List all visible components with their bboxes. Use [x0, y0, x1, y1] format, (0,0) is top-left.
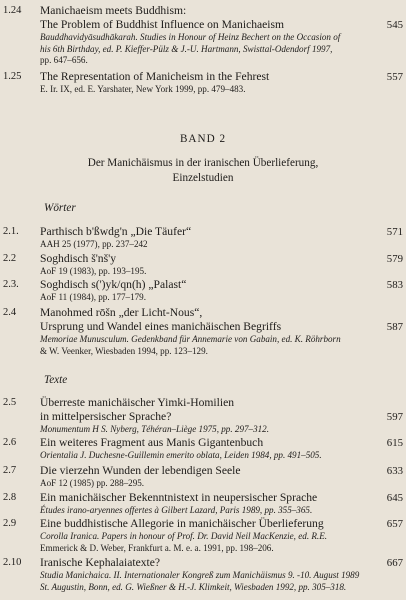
volume-heading: BAND 2: [179, 133, 227, 145]
entry-body: [40, 491, 368, 517]
entry-citation: Memoriae Munusculum. Gedenkband für Annemarie von Gabain, ed. K. Röhrborn: [40, 334, 341, 344]
entry-citation: his 6th Birthday, ed. P. Kieffer-Pülz & J.-U. Hartmann, Swisttal-Odendorf 1997,: [40, 43, 333, 54]
entry-body: [40, 306, 368, 357]
entry-title: Ein manichäischer Bekenntnistext in neupersischer Sprache: [40, 491, 318, 504]
entry-page: 583: [386, 279, 403, 291]
entry-citation: Studia Manichaica. II. Internationaler Kongreß zum Manichäismus 9. -10. August 1989: [40, 570, 360, 580]
volume-subtitle: Einzelstudien: [172, 172, 234, 184]
entry-body: [40, 517, 368, 554]
entry-title: Die vierzehn Wunden der lebendigen Seele: [40, 464, 241, 477]
entry-title: Überreste manichäischer Yimki-Homilien: [40, 396, 235, 409]
entry-body: [40, 225, 368, 251]
entry-number: 2.7: [3, 465, 17, 476]
entry-citation: & W. Veenker, Wiesbaden 1994, pp. 123–129.: [40, 345, 208, 356]
entry-title: in mittelpersischer Sprache?: [40, 410, 172, 423]
section-heading-woerter: Wörter: [44, 202, 76, 214]
entry-title: Soghdisch š'nš'y: [40, 252, 117, 265]
entry-citation: St. Augustin, Bonn, ed. G. Wießner & H.-J. Klimkeit, Wiesbaden 1992, pp. 305–318.: [40, 581, 347, 592]
section-heading-texte: Texte: [44, 374, 68, 386]
entry-citation: Emmerick & D. Weber, Frankfurt a. M. e. a. 1991, pp. 198–206.: [40, 542, 274, 553]
entry-citation: Orientalia J. Duchesne-Guillemin emerito oblata, Leiden 1984, pp. 491–505.: [40, 450, 322, 460]
entry-number: 2.4: [3, 307, 17, 318]
entry-body: [40, 436, 368, 462]
entry-number: 2.3.: [3, 279, 19, 290]
entry-page: 571: [386, 226, 403, 238]
entry-citation: AoF 19 (1983), pp. 193–195.: [40, 266, 147, 276]
entry-number: 1.25: [3, 71, 22, 82]
entry-title: The Problem of Buddhist Influence on Manichaeism: [40, 18, 285, 31]
entry-number: 2.6: [3, 437, 17, 448]
entry-page: 545: [386, 19, 403, 31]
entry-page: 579: [386, 253, 403, 265]
entry-citation: pp. 647–656.: [40, 55, 88, 65]
entry-citation: Études irano-aryennes offertes à Gilbert Lazard, Paris 1989, pp. 355–365.: [40, 505, 313, 515]
entry-citation: E. Ir. IX, ed. E. Yarshater, New York 1999, pp. 479–483.: [40, 84, 246, 94]
entry-title: The Representation of Manicheism in the Fehrest: [40, 70, 270, 83]
entry-page: 557: [386, 71, 403, 83]
entry-title: Eine buddhistische Allegorie in manichäischer Überlieferung: [40, 517, 324, 530]
entry-citation: Monumentum H S. Nyberg, Téhéran–Liège 1975, pp. 297–312.: [40, 424, 270, 434]
entry-number: 2.8: [3, 492, 17, 503]
entry-title: Iranische Kephalaiatexte?: [40, 556, 161, 569]
entry-citation: Corolla Iranica. Papers in honour of Prof. Dr. David Neil MacKenzie, ed. R.E.: [40, 531, 328, 541]
entry-page: 587: [386, 321, 403, 333]
entry-body: [40, 278, 368, 304]
entry-title: Soghdisch s(')yk/qn(h) „Palast“: [40, 278, 187, 291]
entry-body: [40, 396, 368, 436]
entry-number: 2.2: [3, 253, 17, 264]
entry-body: [40, 556, 368, 593]
entry-citation: AAH 25 (1977), pp. 237–242: [40, 239, 148, 249]
entry-page: 657: [386, 518, 403, 530]
entry-number: 2.9: [3, 518, 17, 529]
entry-title: Manohmed rōšn „der Licht-Nous“,: [40, 306, 203, 319]
entry-number: 2.5: [3, 397, 17, 408]
entry-citation: Bauddhavidyāsudhākarah. Studies in Honour of Heinz Bechert on the Occasion of: [40, 32, 341, 42]
entry-citation: AoF 11 (1984), pp. 177–179.: [40, 292, 147, 302]
entry-page: 633: [386, 465, 403, 477]
entry-page: 615: [386, 437, 403, 449]
entry-title: Manichaeism meets Buddhism:: [40, 4, 187, 17]
entry-citation: AoF 12 (1985) pp. 288–295.: [40, 478, 145, 488]
entry-body: [40, 464, 368, 490]
entry-title: Parthisch b'ßwdg'n „Die Täufer“: [40, 225, 192, 238]
entry-title: Ursprung und Wandel eines manichäischen Begriffs: [40, 320, 282, 333]
entry-page: 645: [386, 492, 403, 504]
entry-number: 1.24: [3, 5, 22, 16]
entry-body: [40, 70, 368, 96]
entry-number: 2.10: [3, 557, 22, 568]
entry-page: 667: [386, 557, 403, 569]
volume-title: Der Manichäismus in der iranischen Überlieferung,: [87, 157, 319, 169]
entry-body: [40, 4, 368, 67]
entry-page: 597: [386, 411, 403, 423]
entry-number: 2.1.: [3, 226, 19, 237]
entry-title: Ein weiteres Fragment aus Manis Gigantenbuch: [40, 436, 264, 449]
entry-body: [40, 252, 368, 278]
